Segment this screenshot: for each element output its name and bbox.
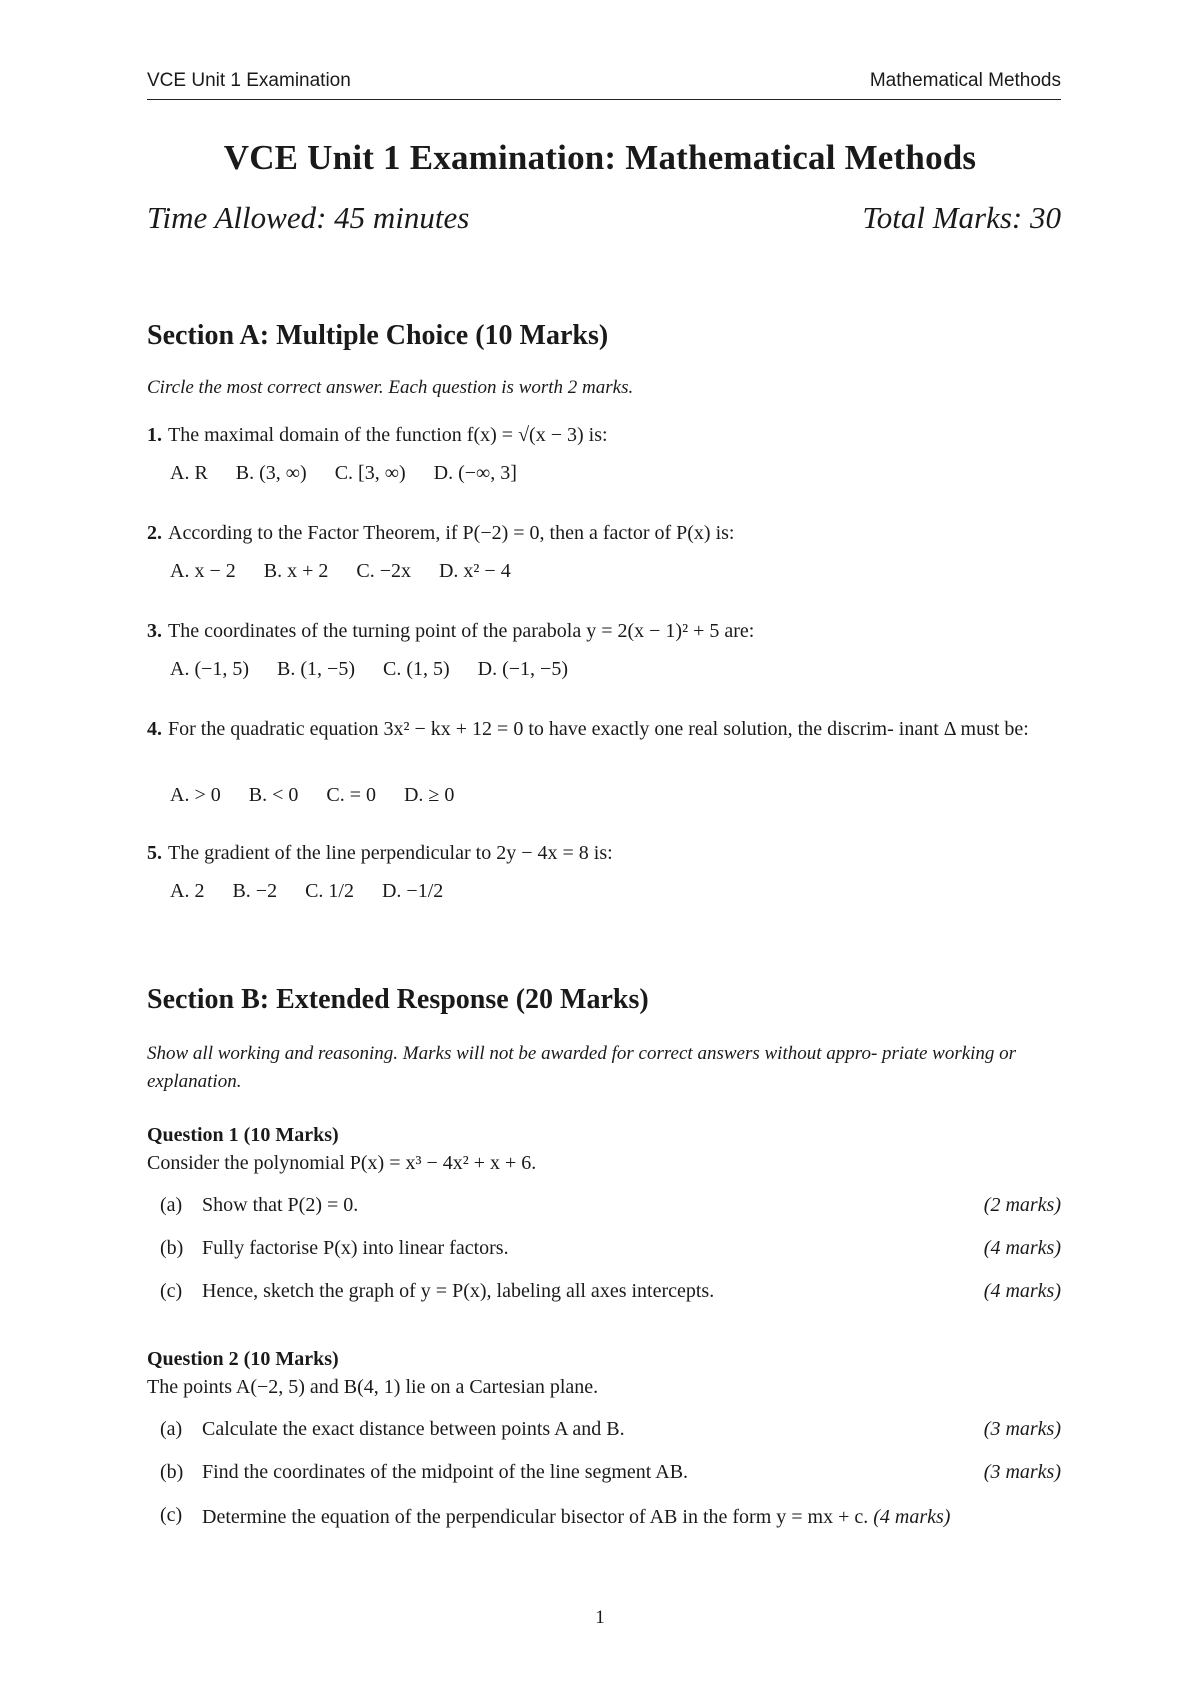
section-b-instruction: Show all working and reasoning. Marks will not be awarded for correct answers without appro- priate working or explanation. [147,1043,1017,1092]
page-number: 1 [595,1607,605,1628]
question-number: 3. [147,620,162,642]
question-1-part-b [160,1237,1061,1260]
part-text: Calculate the exact distance between points A and B. [202,1418,625,1440]
part-label: (c) [160,1504,183,1526]
option-d[interactable]: D. (−1, −5) [477,658,568,680]
question-1-part-c [160,1280,1061,1303]
exam-subline [147,200,1061,236]
part-marks: (4 marks) [983,1280,1061,1302]
mc-options-1 [170,462,517,485]
question-2-part-b [160,1461,1061,1484]
question-number: 2. [147,522,162,544]
mc-options-5 [170,880,443,903]
exam-title: VCE Unit 1 Examination: Mathematical Methods [223,138,977,177]
question-2-part-c [160,1504,1061,1530]
running-header-left: VCE Unit 1 Examination [147,70,351,91]
part-label: (a) [160,1418,183,1440]
option-b[interactable]: B. < 0 [248,784,299,806]
option-d[interactable]: D. −1/2 [381,880,444,902]
section-a-heading: Section A: Multiple Choice (10 Marks) [147,320,609,351]
mc-options-3 [170,658,568,681]
running-header-right: Mathematical Methods [869,70,1061,91]
mc-question-5 [147,840,1061,866]
option-c[interactable]: C. [3, ∞) [334,462,406,484]
option-c[interactable]: C. 1/2 [305,880,354,902]
option-b[interactable]: B. −2 [232,880,278,902]
option-a[interactable]: A. > 0 [170,784,221,806]
question-text: According to the Factor Theorem, if P(−2) = 0, then a factor of P(x) is: [168,522,735,544]
running-header [147,70,1061,100]
part-label: (c) [160,1280,183,1302]
question-number: 1. [147,424,162,446]
section-b-heading: Section B: Extended Response (20 Marks) [147,984,649,1015]
option-d[interactable]: D. ≥ 0 [403,784,455,806]
option-d[interactable]: D. (−∞, 3] [433,462,517,484]
mc-options-4 [170,784,454,807]
option-c[interactable]: C. = 0 [326,784,376,806]
option-b[interactable]: B. x + 2 [263,560,329,582]
option-b[interactable]: B. (3, ∞) [235,462,307,484]
part-text: Determine the equation of the perpendicular bisector of AB in the form y = mx + c. [202,1506,869,1528]
part-marks: (3 marks) [983,1418,1061,1440]
option-d[interactable]: D. x² − 4 [438,560,511,582]
option-c[interactable]: C. −2x [356,560,411,582]
question-2-intro: The points A(−2, 5) and B(4, 1) lie on a Cartesian plane. [147,1376,599,1398]
part-text: Fully factorise P(x) into linear factors. [202,1237,509,1259]
option-c[interactable]: C. (1, 5) [383,658,450,680]
part-text: Hence, sketch the graph of y = P(x), labeling all axes intercepts. [202,1280,715,1302]
part-marks: (4 marks) [983,1237,1061,1259]
mc-question-2 [147,520,1061,546]
question-1-intro: Consider the polynomial P(x) = x³ − 4x² + x + 6. [147,1152,537,1174]
question-number: 5. [147,842,162,864]
section-a-instruction: Circle the most correct answer. Each question is worth 2 marks. [147,377,634,398]
part-text: Show that P(2) = 0. [202,1194,359,1216]
option-a[interactable]: A. R [170,462,208,484]
mc-question-3 [147,618,1061,644]
part-label: (a) [160,1194,183,1216]
question-text: The gradient of the line perpendicular to 2y − 4x = 8 is: [168,842,613,864]
question-text: The maximal domain of the function f(x) = √(x − 3) is: [168,424,608,446]
question-1-part-a [160,1194,1061,1217]
part-label: (b) [160,1237,184,1259]
question-1-heading: Question 1 (10 Marks) [147,1124,339,1146]
question-text: The coordinates of the turning point of the parabola y = 2(x − 1)² + 5 are: [168,620,755,642]
part-marks: (3 marks) [983,1461,1061,1483]
total-marks: Total Marks: 30 [862,200,1061,235]
time-allowed: Time Allowed: 45 minutes [147,200,470,235]
option-a[interactable]: A. x − 2 [170,560,236,582]
part-marks: (2 marks) [983,1194,1061,1216]
part-text: Find the coordinates of the midpoint of the line segment AB. [202,1461,689,1483]
part-marks: (4 marks) [873,1506,951,1528]
option-a[interactable]: A. (−1, 5) [170,658,250,680]
question-text: For the quadratic equation 3x² − kx + 12 = 0 to have exactly one real solution, the discrim- inant Δ must be: [168,718,1029,740]
part-label: (b) [160,1461,184,1483]
mc-options-2 [170,560,511,583]
mc-question-4 [147,716,1061,742]
question-2-heading: Question 2 (10 Marks) [147,1348,339,1370]
question-number: 4. [147,718,162,740]
option-b[interactable]: B. (1, −5) [277,658,355,680]
mc-question-1 [147,422,1061,448]
question-2-part-a [160,1418,1061,1441]
option-a[interactable]: A. 2 [170,880,205,902]
